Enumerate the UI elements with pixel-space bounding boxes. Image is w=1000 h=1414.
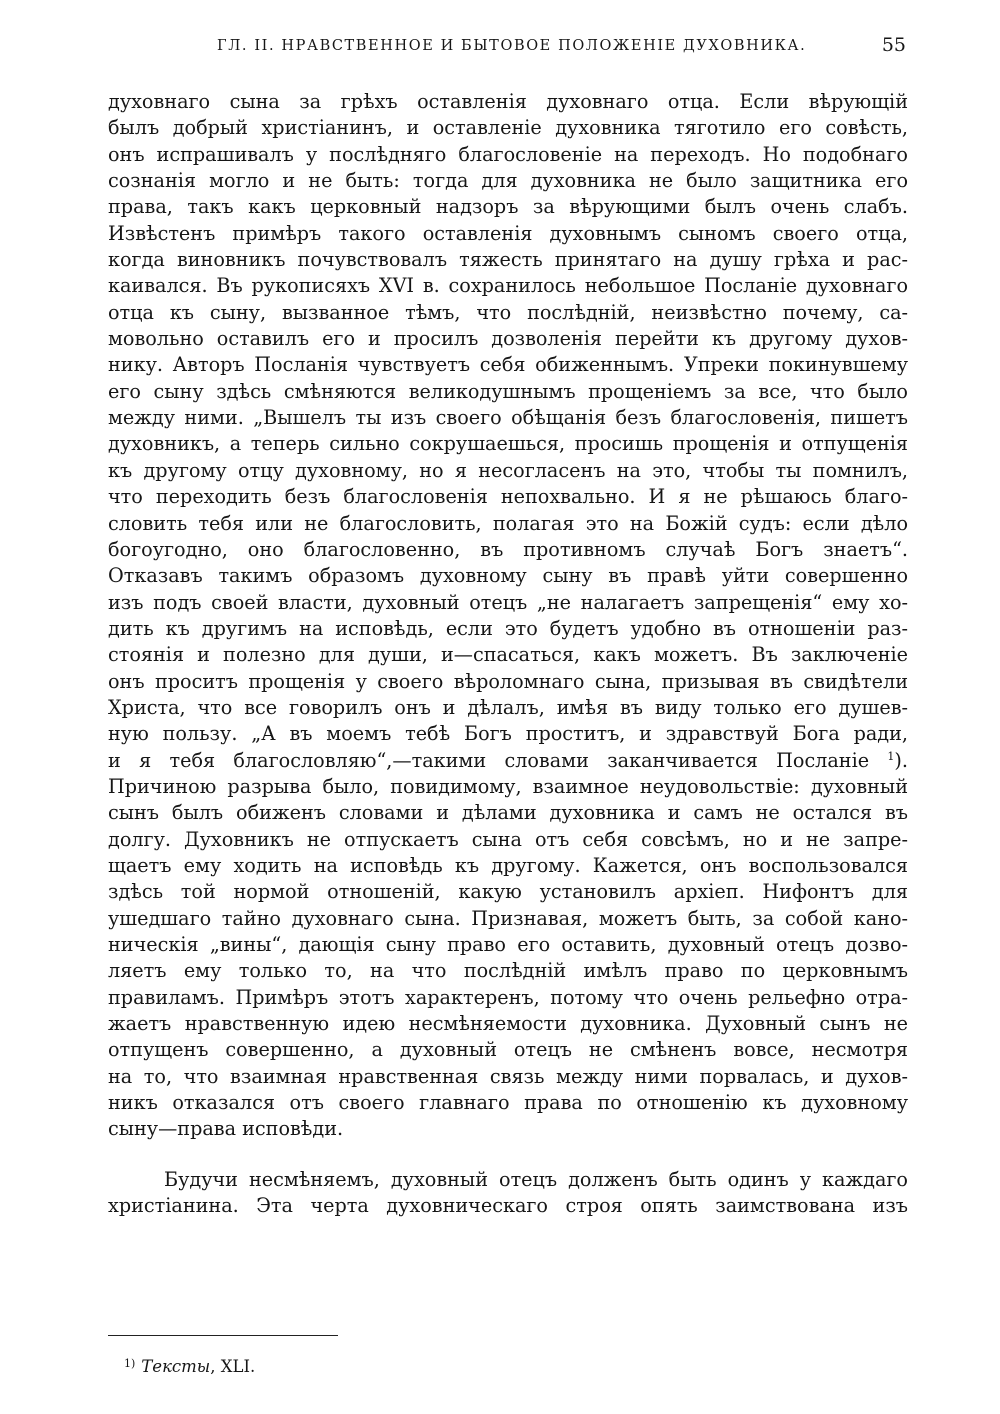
text-line: права, такъ какъ церковный надзоръ за вѣрующими былъ очень слабъ. <box>108 195 908 219</box>
text-line: долгу. Духовникъ не отпускаетъ сына отъ себя совсѣмъ, но и не запре- <box>108 827 908 851</box>
text-line: духовникъ, а теперь сильно сокрушаешься, просишь прощенія и отпущенія <box>108 432 908 456</box>
running-title: ГЛ. II. НРАВСТВЕННОЕ И БЫТОВОЕ ПОЛОЖЕНІЕ ДУХОВНИКА. <box>217 38 807 54</box>
text-line-with-footnote-ref <box>108 748 908 774</box>
text-line: ушедшаго тайно духовнаго сына. Признавая, можетъ быть, за собой кано- <box>108 906 908 930</box>
text-line: его сыну здѣсь смѣняются великодушнымъ прощеніемъ за все, что было <box>108 379 908 403</box>
footnote-rest: , XLI. <box>210 1357 256 1376</box>
text-line: отпущенъ совершенно, а духовный отецъ не смѣненъ вовсе, несмотря <box>108 1038 908 1062</box>
text-line: сыну—права исповѣди. <box>108 1117 344 1141</box>
footnote-divider <box>108 1335 338 1336</box>
body-text <box>108 89 908 1219</box>
text-line: былъ добрый христіанинъ, и оставленіе духовника тяготило его совѣсть, <box>108 116 908 140</box>
text-line: отца къ сыну, вызванное тѣмъ, что послѣдній, неизвѣстно почему, са- <box>108 300 908 324</box>
text-line: христіанина. Эта черта духовническаго строя опять заимствована изъ <box>108 1194 908 1218</box>
paragraph-gap <box>108 1143 908 1167</box>
footnote-ref-marker[interactable]: 1 <box>887 749 895 763</box>
text-line: богоугодно, оно благословенно, въ противномъ случаѣ Богъ знаетъ“. <box>108 537 908 561</box>
paragraph-1 <box>108 89 908 1143</box>
text-line: духовнаго сына за грѣхъ оставленія духовнаго отца. Если вѣрующій <box>108 90 908 113</box>
text-line: дить къ другимъ на исповѣдь, если это будетъ удобно въ отношеніи раз- <box>108 616 908 640</box>
footnote-source: Тексты <box>141 1357 211 1376</box>
text-line: сынъ былъ обиженъ словами и дѣлами духовника и самъ не остался въ <box>108 801 908 825</box>
paragraph-2 <box>108 1167 908 1220</box>
text-line: онъ испрашивалъ у послѣдняго благословеніе на переходъ. Но подобнаго <box>108 142 908 166</box>
footnote <box>124 1357 255 1376</box>
text-line: ную пользу. „А въ моемъ тебѣ Богъ проститъ, и здравствуй Бога ради, <box>108 722 908 746</box>
text-line: сознанія могло и не быть: тогда для духовника не было защитника его <box>108 169 908 193</box>
text-line: Отказавъ такимъ образомъ духовному сыну въ правѣ уйти совершенно <box>108 564 908 588</box>
text-line: Христа, что все говорилъ онъ и дѣлалъ, имѣя въ виду только его душев- <box>108 695 908 719</box>
text-line: словить тебя или не благословить, полагая это на Божій судъ: если дѣло <box>108 511 908 535</box>
text-line: къ другому отцу духовному, но я несогласенъ на это, чтобы ты помнилъ, <box>108 458 908 482</box>
text-line: нику. Авторъ Посланія чувствуетъ себя обиженнымъ. Упреки покинувшему <box>108 353 908 377</box>
page-number: 55 <box>881 34 906 56</box>
text-line: изъ подъ своей власти, духовный отецъ „не налагаетъ запрещенія“ ему хо- <box>108 590 908 614</box>
text-line: каивался. Въ рукописяхъ XVI в. сохранилось небольшое Посланіе духовнаго <box>108 274 908 298</box>
text-line: мовольно оставилъ его и просилъ дозволенія перейти къ другому духов- <box>108 327 908 351</box>
footnote-ref-closing: ). <box>894 748 908 772</box>
text-line: Причиною разрыва было, повидимому, взаимное неудовольствіе: духовный <box>108 774 908 798</box>
text-line: стоянія и полезно для души, и—спасаться, какъ можетъ. Въ заключеніе <box>108 643 908 667</box>
footnote-marker: 1) <box>124 1357 136 1370</box>
text-line: ническія „вины“, дающія сыну право его оставить, духовный отецъ дозво- <box>108 933 908 956</box>
text-line: на то, что взаимная нравственная связь между ними порвалась, и духов- <box>108 1064 908 1088</box>
text-line: здѣсь той нормой отношеній, какую установилъ архіеп. Нифонтъ для <box>108 880 908 904</box>
text-line: Извѣстенъ примѣръ такого оставленія духовнымъ сыномъ своего отца, <box>108 221 908 245</box>
text-line-content: и я тебя благословляю“,—такими словами заканчивается Посланіе <box>108 748 870 772</box>
page-header <box>110 34 910 60</box>
text-line: между ними. „Вышелъ ты изъ своего обѣщанія безъ благословенія, пишетъ <box>108 406 908 430</box>
text-line: ляетъ ему только то, на что послѣдній имѣлъ право по церковнымъ <box>108 959 908 983</box>
text-line: онъ проситъ прощенія у своего вѣроломнаго сына, призывая въ свидѣтели <box>108 669 908 693</box>
text-line: что переходить безъ благословенія непохвально. И я не рѣшаюсь благо- <box>108 485 908 509</box>
text-line: когда виновникъ почувствовалъ тяжесть принятаго на душу грѣха и рас- <box>108 248 908 272</box>
text-line: жаетъ нравственную идею несмѣняемости духовника. Духовный сынъ не <box>108 1012 908 1036</box>
text-line: щаетъ ему ходить на исповѣдь къ другому. Кажется, онъ воспользовался <box>108 853 908 877</box>
text-line: никъ отказался отъ своего главнаго права по отношенію къ духовному <box>108 1091 908 1115</box>
text-line: правиламъ. Примѣръ этотъ характеренъ, потому что очень рельефно отра- <box>108 985 908 1009</box>
text-line: Будучи несмѣняемъ, духовный отецъ долженъ быть одинъ у каждаго <box>164 1167 908 1191</box>
